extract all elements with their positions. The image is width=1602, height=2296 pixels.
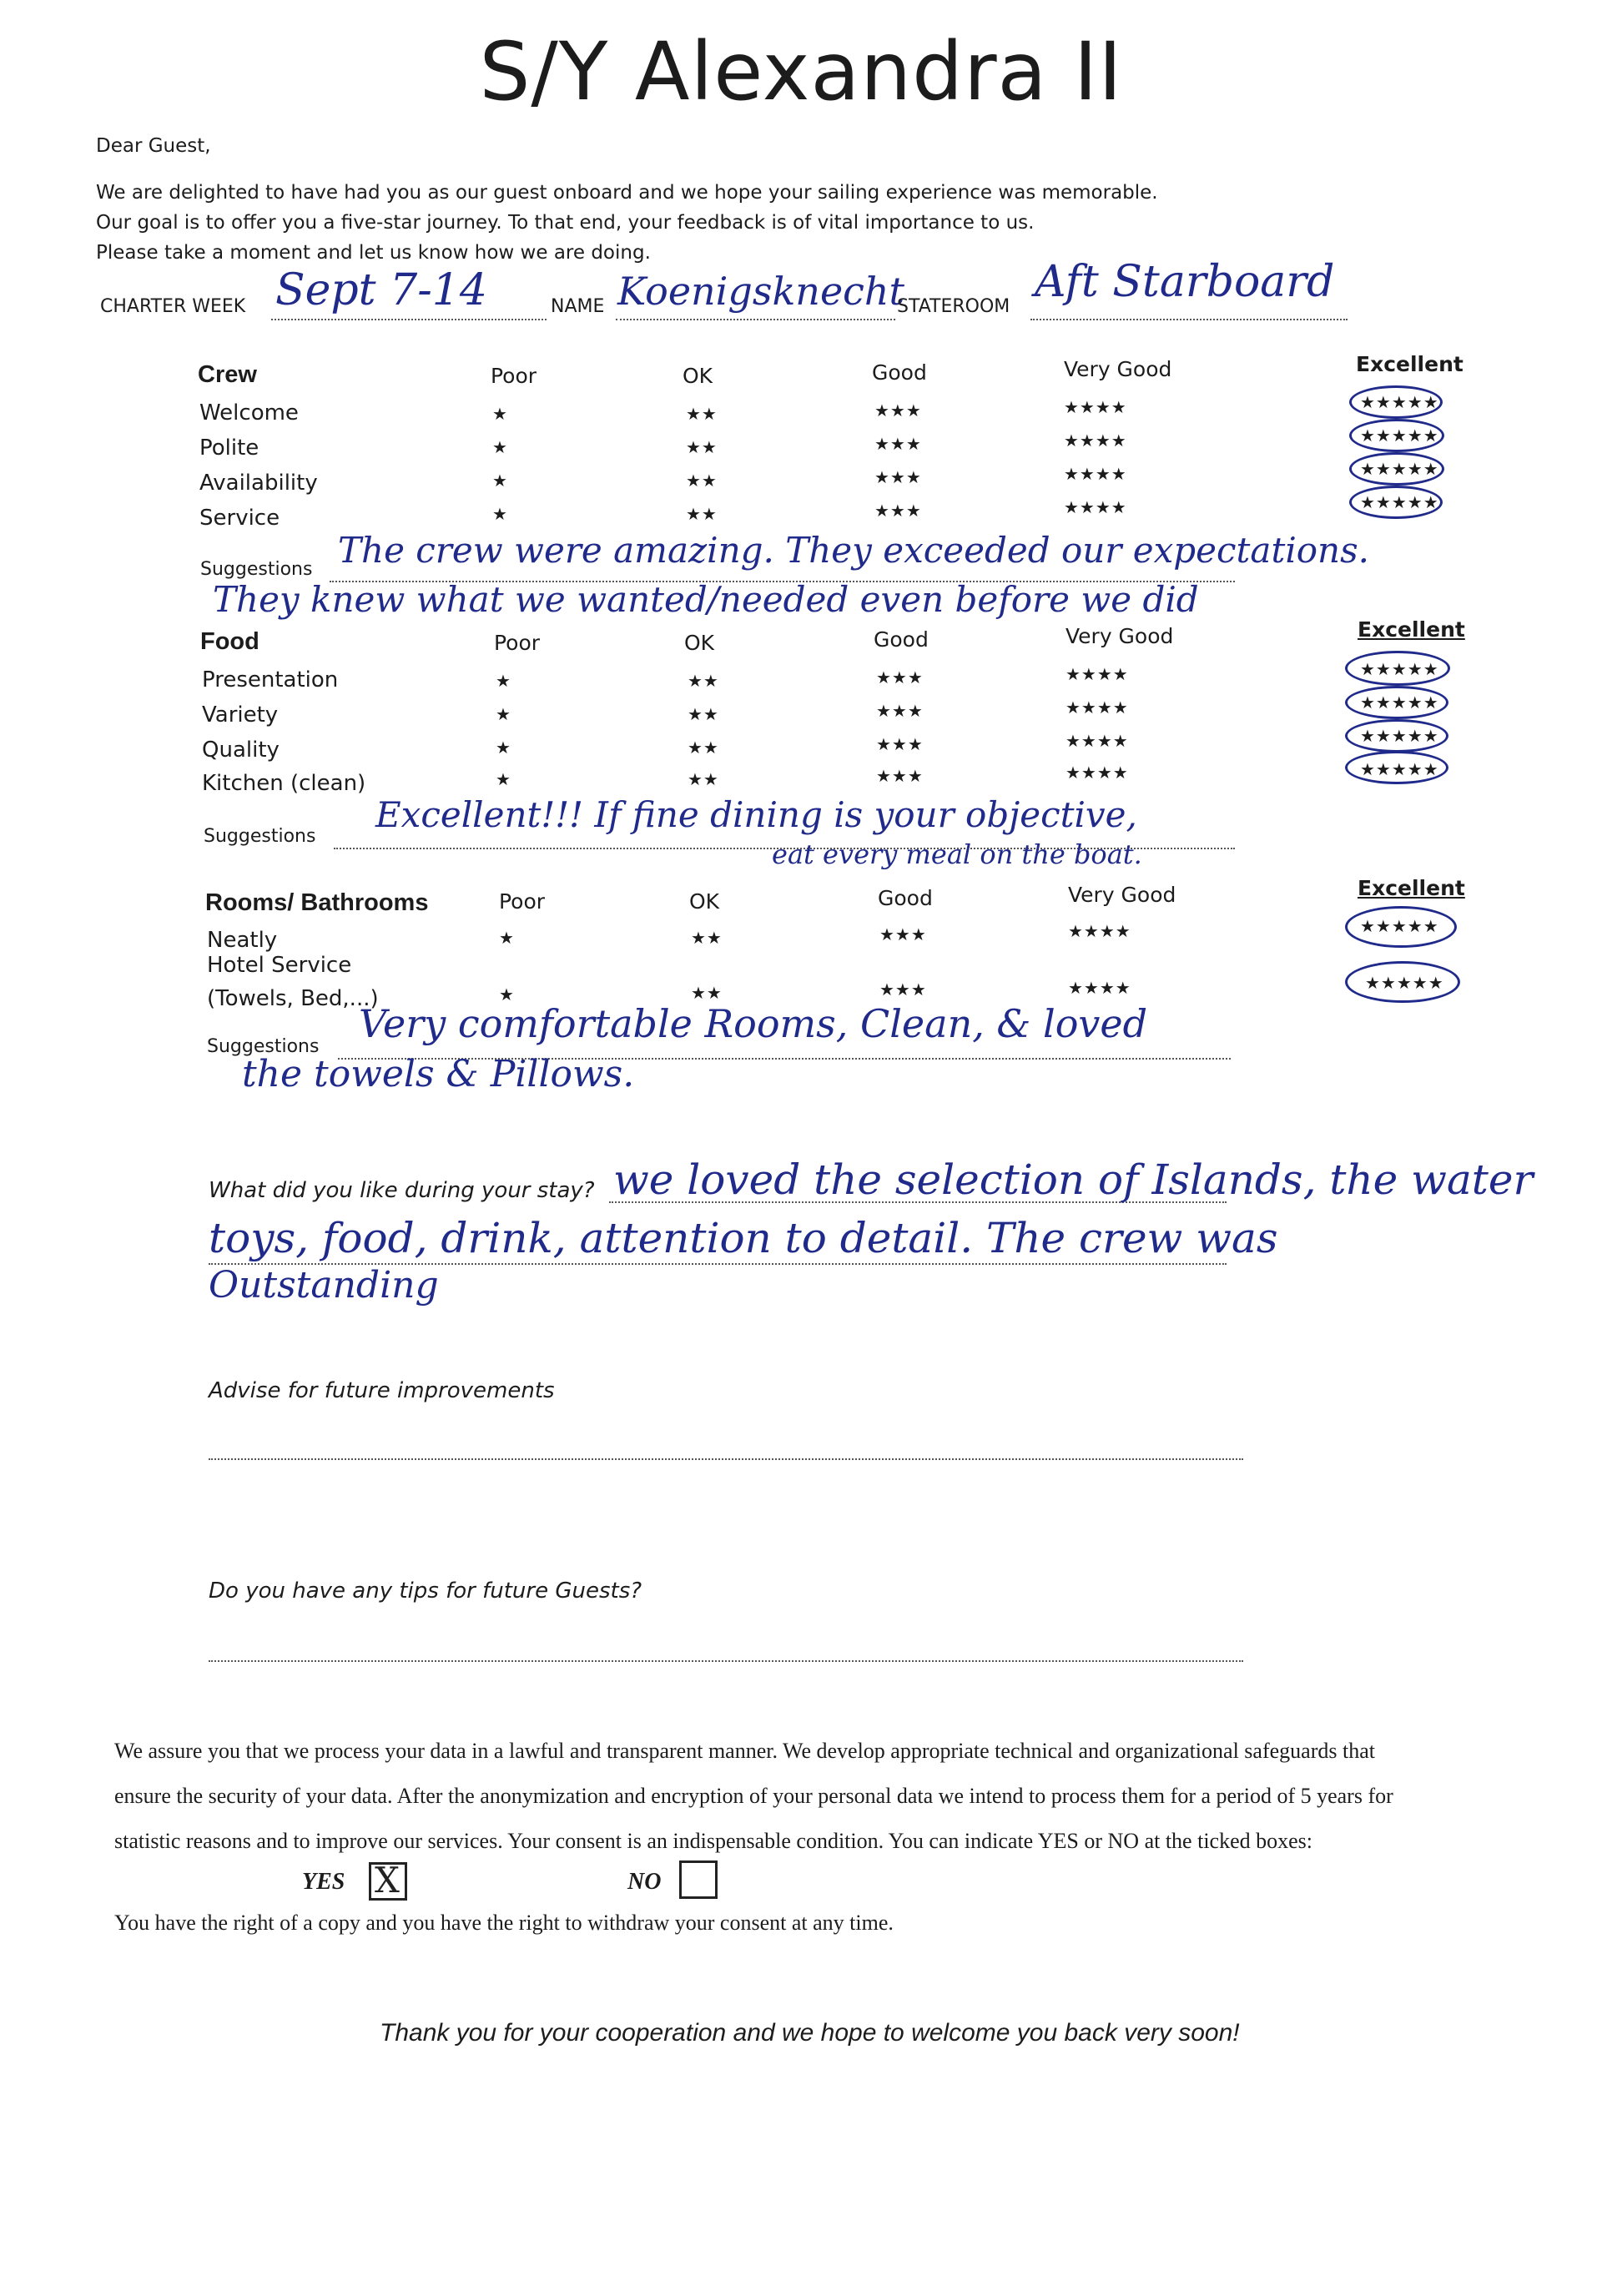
- rooms-heading: Rooms/ Bathrooms: [205, 889, 429, 916]
- food-quality-5star[interactable]: ★★★★★: [1360, 726, 1439, 746]
- crew-polite-5star[interactable]: ★★★★★: [1360, 425, 1439, 446]
- closing-text: Thank you for your cooperation and we hope to welcome you back very soon!: [380, 2019, 1240, 2047]
- food-item-variety: Variety: [202, 702, 279, 728]
- intro-line-3: Please take a moment and let us know how we are doing.: [96, 242, 651, 264]
- food-kitchen-3star[interactable]: ★★★: [876, 766, 924, 786]
- crew-service-circle: [1349, 486, 1443, 519]
- rooms-item-hotel-service: Hotel Service: [207, 953, 352, 978]
- crew-availability-3star[interactable]: ★★★: [874, 467, 922, 487]
- rooms-col-very-good: Very Good: [1068, 883, 1176, 907]
- food-quality-circle: [1345, 719, 1448, 753]
- rooms-neatly-4star[interactable]: ★★★★: [1068, 921, 1131, 941]
- crew-col-ok: OK: [683, 364, 713, 388]
- rooms-neatly-1star[interactable]: ★: [499, 928, 515, 948]
- crew-polite-2star[interactable]: ★★: [686, 437, 718, 457]
- charter-week-label: CHARTER WEEK: [100, 296, 246, 317]
- crew-polite-circle: [1349, 419, 1444, 452]
- crew-polite-4star[interactable]: ★★★★: [1064, 430, 1127, 451]
- crew-heading: Crew: [198, 361, 257, 388]
- crew-service-1star[interactable]: ★: [492, 504, 508, 524]
- crew-service-3star[interactable]: ★★★: [874, 501, 922, 521]
- page-title: S/Y Alexandra II: [479, 25, 1123, 118]
- food-kitchen-1star[interactable]: ★: [496, 769, 511, 789]
- consent-yes-label: YES: [302, 1869, 345, 1895]
- food-variety-3star[interactable]: ★★★: [876, 701, 924, 721]
- rooms-col-excellent: Excellent: [1358, 876, 1465, 900]
- intro-line-1: We are delighted to have had you as our guest onboard and we hope your sailing experience was memorable.: [96, 182, 1158, 204]
- crew-polite-3star[interactable]: ★★★: [874, 434, 922, 454]
- rooms-hotel-3star[interactable]: ★★★: [879, 979, 927, 999]
- food-variety-2star[interactable]: ★★: [688, 704, 719, 724]
- food-presentation-1star[interactable]: ★: [496, 671, 511, 691]
- food-quality-1star[interactable]: ★: [496, 738, 511, 758]
- rooms-hotel-circle: [1345, 961, 1460, 1003]
- stateroom-value[interactable]: Aft Starboard: [1035, 257, 1335, 307]
- rooms-hotel-4star[interactable]: ★★★★: [1068, 978, 1131, 998]
- rooms-item-neatly: Neatly: [207, 928, 278, 953]
- name-label: NAME: [551, 296, 605, 317]
- privacy-line-3: statistic reasons and to improve our services. Your consent is an indispensable condition. You can indicate YES or NO at the ticked boxes:: [114, 1829, 1313, 1853]
- rights-text: You have the right of a copy and you have the right to withdraw your consent at any time.: [114, 1911, 894, 1935]
- food-col-poor: Poor: [494, 631, 541, 655]
- rooms-neatly-3star[interactable]: ★★★: [879, 924, 927, 944]
- charter-week-value[interactable]: Sept 7-14: [275, 265, 487, 315]
- food-suggestion-line-2[interactable]: eat every meal on the boat.: [772, 838, 1142, 870]
- crew-col-good: Good: [872, 360, 927, 385]
- crew-welcome-circle: [1349, 385, 1443, 419]
- rooms-col-good: Good: [878, 886, 933, 910]
- liked-answer-line-3[interactable]: Outstanding: [209, 1264, 439, 1307]
- privacy-line-1: We assure you that we process your data in a lawful and transparent manner. We develop appropriate technical and organizational safeguards that: [114, 1739, 1375, 1763]
- food-kitchen-circle: [1345, 751, 1448, 784]
- food-suggestions-label: Suggestions: [204, 826, 316, 847]
- rooms-suggestion-line-1[interactable]: Very comfortable Rooms, Clean, & loved: [359, 1001, 1148, 1046]
- crew-availability-circle: [1349, 452, 1444, 486]
- stateroom-label: STATEROOM: [897, 296, 1010, 317]
- food-kitchen-5star[interactable]: ★★★★★: [1360, 759, 1439, 779]
- rooms-neatly-2star[interactable]: ★★: [691, 928, 723, 948]
- food-presentation-4star[interactable]: ★★★★: [1065, 664, 1129, 684]
- crew-item-welcome: Welcome: [199, 400, 299, 425]
- crew-welcome-4star[interactable]: ★★★★: [1064, 397, 1127, 417]
- liked-answer-line-1[interactable]: we loved the selection of Islands, the water: [613, 1156, 1534, 1204]
- food-kitchen-4star[interactable]: ★★★★: [1065, 763, 1129, 783]
- crew-suggestions-label: Suggestions: [200, 559, 313, 580]
- crew-polite-1star[interactable]: ★: [492, 437, 508, 457]
- crew-availability-5star[interactable]: ★★★★★: [1360, 459, 1439, 479]
- food-col-excellent: Excellent: [1358, 617, 1465, 642]
- greeting: Dear Guest,: [96, 135, 211, 157]
- rooms-col-poor: Poor: [499, 889, 546, 914]
- name-value[interactable]: Koenigsknecht: [617, 269, 905, 314]
- crew-suggestion-line-2[interactable]: They knew what we wanted/needed even before we did: [213, 579, 1199, 620]
- rooms-suggestions-label: Suggestions: [207, 1036, 320, 1057]
- rooms-neatly-5star[interactable]: ★★★★★: [1360, 916, 1439, 936]
- crew-welcome-3star[interactable]: ★★★: [874, 400, 922, 420]
- food-presentation-5star[interactable]: ★★★★★: [1360, 659, 1439, 679]
- food-presentation-3star[interactable]: ★★★: [876, 667, 924, 687]
- rooms-item-towels-bed: (Towels, Bed,...): [207, 986, 379, 1011]
- tips-question: Do you have any tips for future Guests?: [209, 1578, 642, 1604]
- crew-service-2star[interactable]: ★★: [686, 504, 718, 524]
- crew-welcome-1star[interactable]: ★: [492, 404, 508, 424]
- charter-week-line: [271, 319, 547, 320]
- crew-service-4star[interactable]: ★★★★: [1064, 497, 1127, 517]
- crew-col-very-good: Very Good: [1064, 357, 1172, 381]
- stateroom-line: [1030, 319, 1348, 320]
- food-variety-1star[interactable]: ★: [496, 704, 511, 724]
- rooms-col-ok: OK: [689, 889, 720, 914]
- crew-availability-1star[interactable]: ★: [492, 471, 508, 491]
- food-col-very-good: Very Good: [1065, 624, 1174, 648]
- crew-item-availability: Availability: [199, 471, 318, 496]
- crew-availability-4star[interactable]: ★★★★: [1064, 464, 1127, 484]
- rooms-neatly-circle: [1345, 906, 1457, 948]
- crew-col-excellent: Excellent: [1356, 352, 1463, 376]
- food-col-good: Good: [874, 627, 929, 652]
- food-variety-4star[interactable]: ★★★★: [1065, 697, 1129, 718]
- food-heading: Food: [200, 628, 259, 655]
- food-presentation-circle: [1345, 651, 1450, 686]
- intro-line-2: Our goal is to offer you a five-star journey. To that end, your feedback is of vital importance to us.: [96, 212, 1035, 234]
- crew-item-polite: Polite: [199, 436, 259, 461]
- liked-answer-line-2[interactable]: toys, food, drink, attention to detail. The crew was: [209, 1214, 1278, 1262]
- food-presentation-2star[interactable]: ★★: [688, 671, 719, 691]
- consent-no-checkbox[interactable]: [679, 1860, 718, 1899]
- consent-yes-mark: X: [375, 1860, 400, 1901]
- crew-service-5star[interactable]: ★★★★★: [1360, 492, 1439, 512]
- food-col-ok: OK: [684, 631, 715, 655]
- food-quality-3star[interactable]: ★★★: [876, 734, 924, 754]
- food-item-quality: Quality: [202, 738, 280, 763]
- food-quality-4star[interactable]: ★★★★: [1065, 731, 1129, 751]
- crew-col-poor: Poor: [491, 364, 537, 388]
- food-kitchen-2star[interactable]: ★★: [688, 769, 719, 789]
- improvements-answer-line[interactable]: [209, 1458, 1243, 1460]
- crew-availability-2star[interactable]: ★★: [686, 471, 718, 491]
- food-item-kitchen: Kitchen (clean): [202, 771, 366, 796]
- consent-no-label: NO: [627, 1869, 662, 1895]
- improvements-question: Advise for future improvements: [209, 1378, 555, 1403]
- food-quality-2star[interactable]: ★★: [688, 738, 719, 758]
- crew-welcome-2star[interactable]: ★★: [686, 404, 718, 424]
- food-variety-circle: [1345, 686, 1448, 719]
- food-suggestion-line-1[interactable]: Excellent!!! If fine dining is your objective,: [375, 794, 1137, 835]
- rooms-suggestion-line-2[interactable]: the towels & Pillows.: [242, 1053, 635, 1095]
- name-line: [616, 319, 895, 320]
- rooms-hotel-1star[interactable]: ★: [499, 984, 515, 1004]
- liked-question: What did you like during your stay?: [209, 1178, 595, 1203]
- crew-welcome-5star[interactable]: ★★★★★: [1360, 392, 1439, 412]
- food-item-presentation: Presentation: [202, 667, 339, 692]
- tips-answer-line[interactable]: [209, 1660, 1243, 1662]
- rooms-hotel-5star[interactable]: ★★★★★: [1365, 973, 1444, 993]
- consent-yes-checkbox[interactable]: [369, 1862, 407, 1901]
- rooms-hotel-2star[interactable]: ★★: [691, 983, 723, 1003]
- privacy-line-2: ensure the security of your data. After the anonymization and encryption of your personal data we intend to process them for a period of 5 years for: [114, 1784, 1393, 1808]
- food-variety-5star[interactable]: ★★★★★: [1360, 692, 1439, 712]
- crew-item-service: Service: [199, 506, 280, 531]
- crew-suggestion-line-1[interactable]: The crew were amazing. They exceeded our expectations.: [338, 530, 1370, 571]
